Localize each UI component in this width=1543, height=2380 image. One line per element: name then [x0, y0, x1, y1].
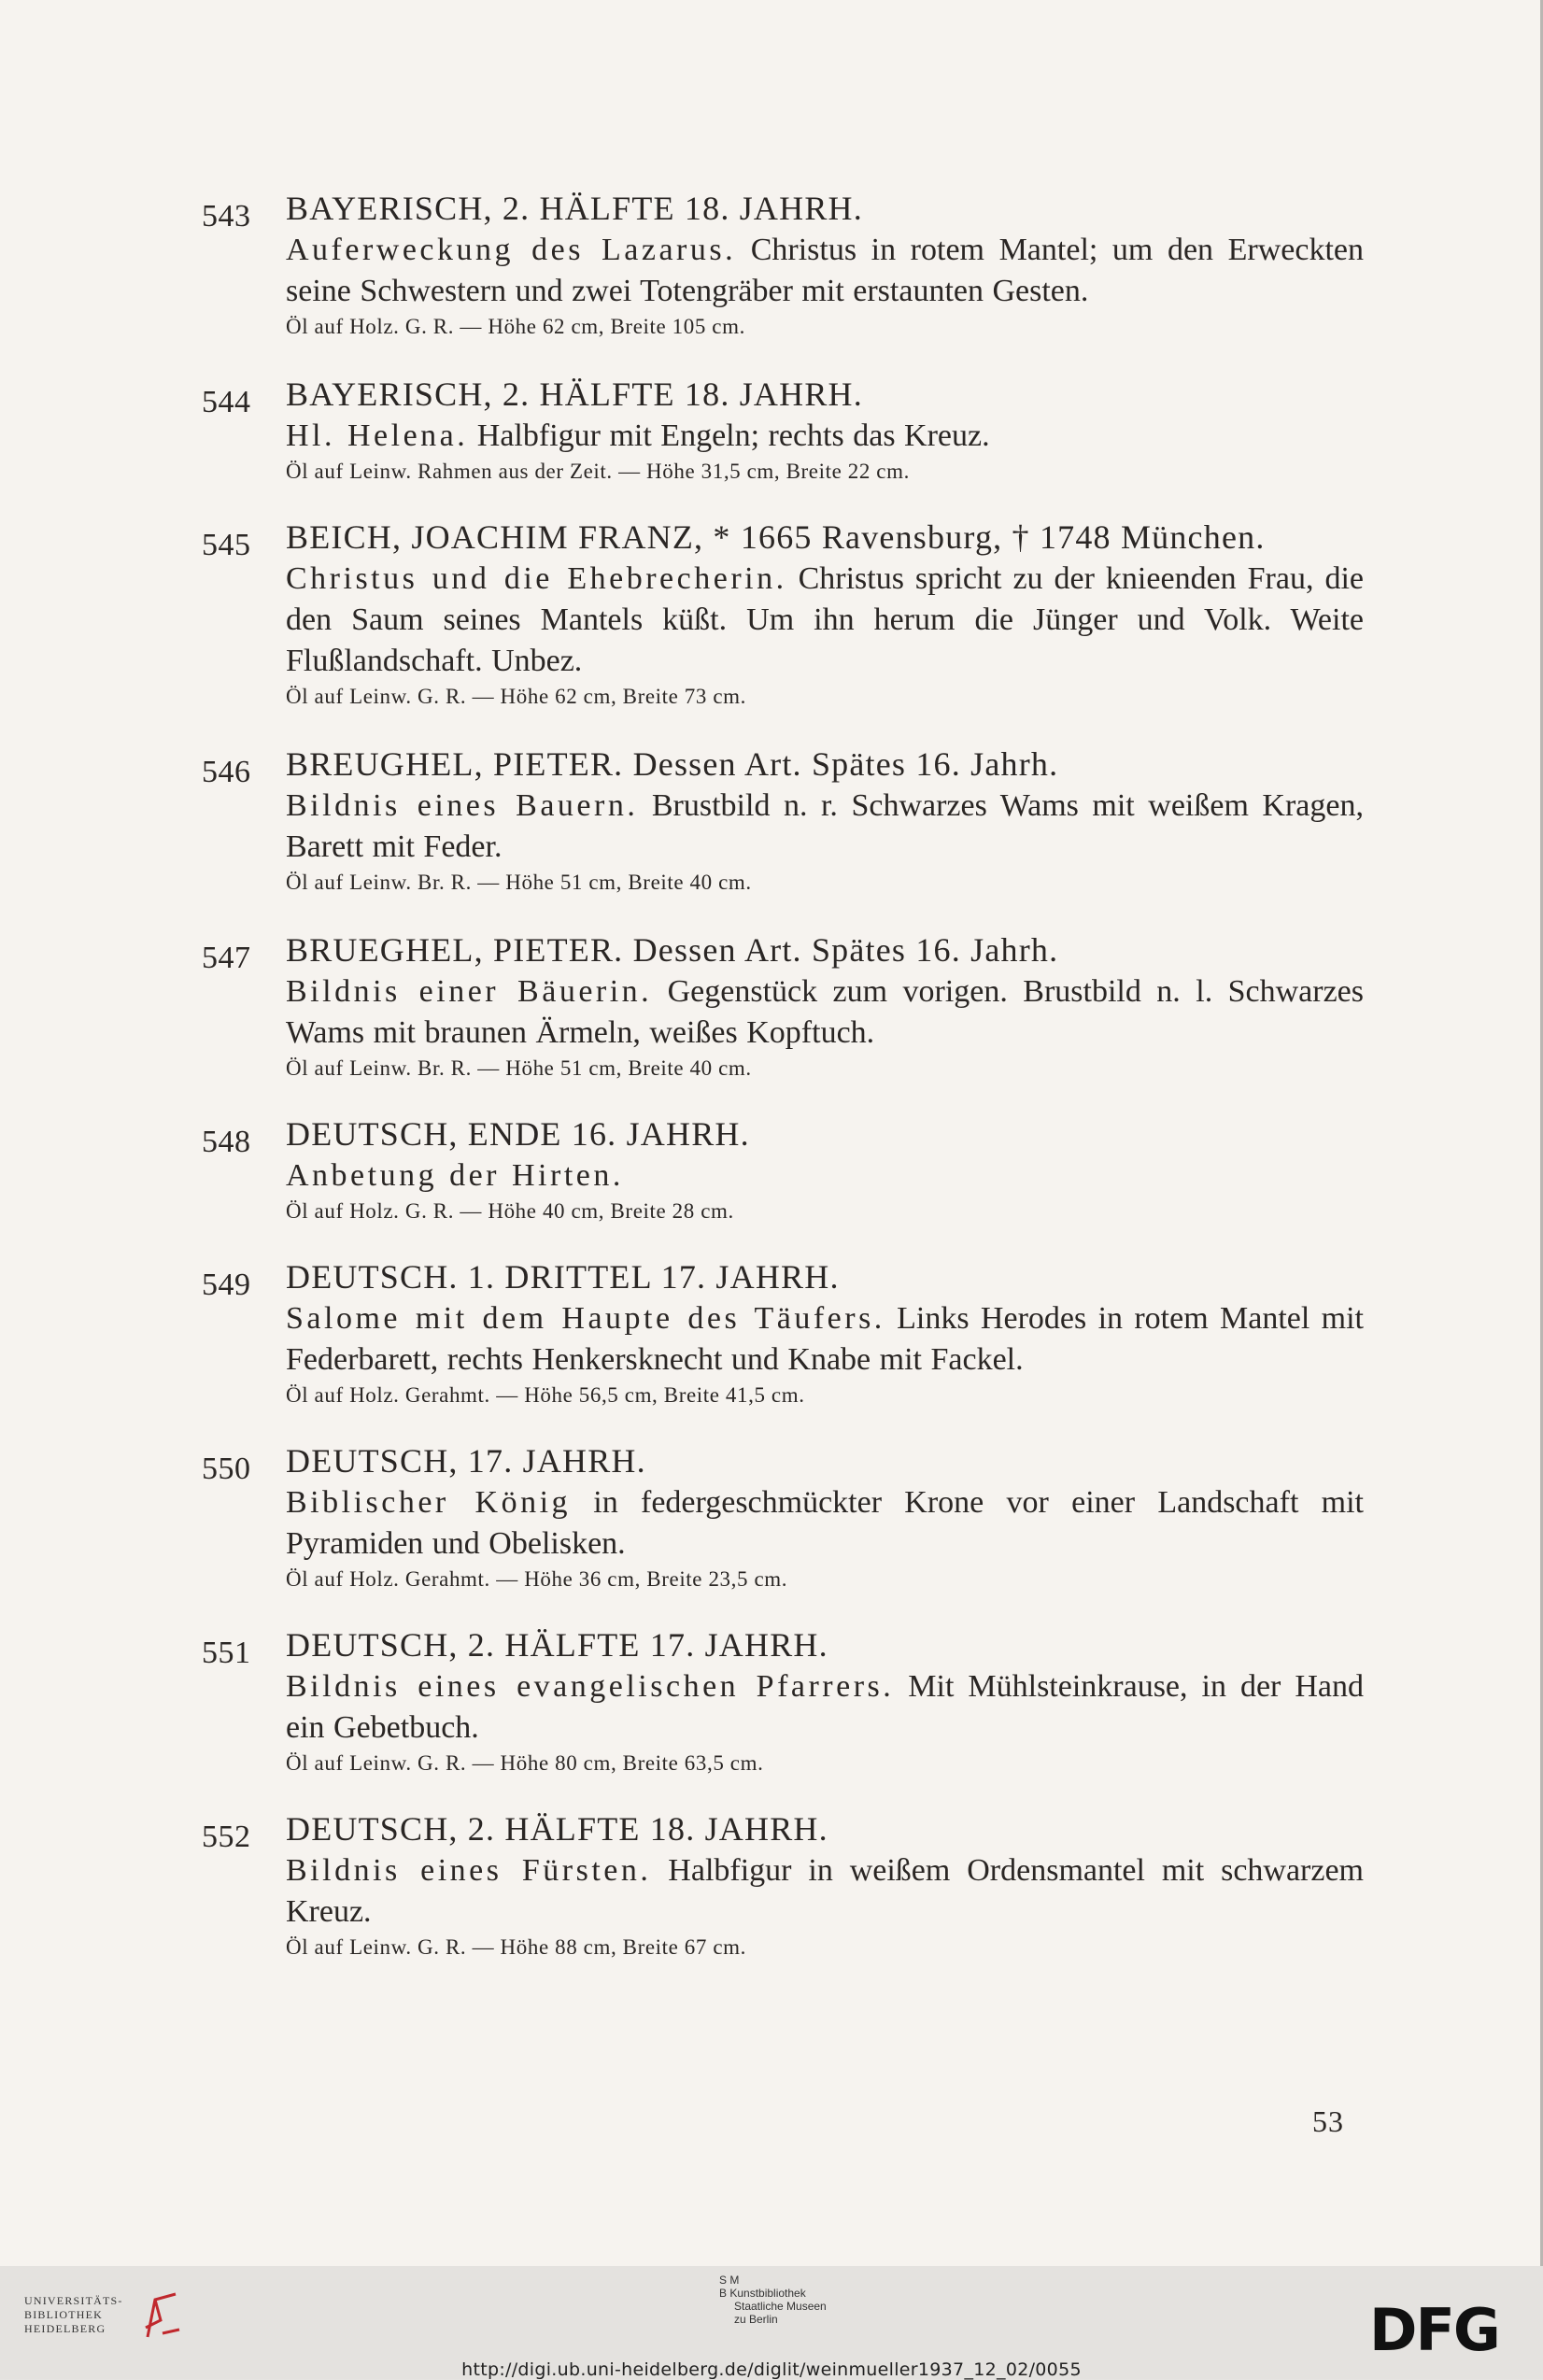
entry-title: Bildnis eines Fürsten. [286, 1853, 652, 1888]
entry-title: Auferweckung des Lazarus. [286, 233, 737, 267]
library-name-line: HEIDELBERG [24, 2322, 106, 2335]
entry-title: Bildnis einer Bäuerin. [286, 974, 653, 1009]
entry-heading: DEUTSCH, 2. HÄLFTE 18. JAHRH. [286, 1810, 828, 1848]
page-url[interactable]: http://digi.ub.uni-heidelberg.de/diglit/weinmueller1937_12_02/0055 [461, 2359, 1082, 2380]
lot-number: 546 [202, 755, 251, 789]
entry-title: Christus und die Ehebrecherin. [286, 561, 787, 596]
entry-heading: DEUTSCH, ENDE 16. JAHRH. [286, 1115, 750, 1153]
catalog-entry [204, 516, 1364, 711]
entry-text: Halbfigur mit Engeln; rechts das Kreuz. [468, 418, 990, 453]
entry-heading: BEICH, JOACHIM FRANZ, * 1665 Ravensburg, † 1748 München. [286, 518, 1266, 556]
stamp-line: Staatliche Museen [734, 2300, 827, 2313]
entry-title: Biblischer König [286, 1485, 572, 1520]
catalog-entry [204, 1439, 1364, 1594]
entry-heading: BAYERISCH, 2. HÄLFTE 18. JAHRH. [286, 375, 863, 413]
lot-number: 549 [202, 1268, 251, 1302]
catalog-entry [204, 1255, 1364, 1410]
entry-description [286, 971, 1364, 1054]
library-name-line: BIBLIOTHEK [24, 2308, 103, 2321]
catalog-entry [204, 1623, 1364, 1778]
entry-heading: BRUEGHEL, PIETER. Dessen Art. Spätes 16. Jahrh. [286, 931, 1059, 969]
entry-medium-dimensions: Öl auf Leinw. G. R. — Höhe 62 cm, Breite 73 cm. [286, 685, 746, 708]
entry-heading: DEUTSCH, 17. JAHRH. [286, 1442, 646, 1480]
lot-number: 552 [202, 1820, 251, 1854]
entry-medium-dimensions: Öl auf Leinw. G. R. — Höhe 80 cm, Breite 63,5 cm. [286, 1751, 764, 1775]
entry-heading: DEUTSCH. 1. DRITTEL 17. JAHRH. [286, 1258, 840, 1296]
entry-description [286, 1482, 1364, 1565]
entry-medium-dimensions: Öl auf Holz. G. R. — Höhe 62 cm, Breite 105 cm. [286, 315, 745, 338]
entry-text: Gegenstück zum vorigen. Brustbild n. l. Schwarzes Wams mit braunen Ärmeln, weißes Kopftuch. [286, 974, 1364, 1050]
library-name-line: UNIVERSITÄTS- [24, 2294, 123, 2307]
entry-title: Anbetung der Hirten. [286, 1158, 624, 1193]
viewer-footer [0, 2266, 1543, 2379]
entry-medium-dimensions: Öl auf Holz. Gerahmt. — Höhe 56,5 cm, Breite 41,5 cm. [286, 1383, 805, 1407]
entry-heading: BREUGHEL, PIETER. Dessen Art. Spätes 16. Jahrh. [286, 745, 1059, 783]
catalog-entry [204, 187, 1364, 341]
entry-title: Salome mit dem Haupte des Täufers. [286, 1301, 885, 1336]
catalog-entry [204, 1807, 1364, 1962]
heidelberg-mark-icon [138, 2292, 183, 2343]
dfg-logo[interactable]: DFG [1369, 2296, 1499, 2364]
catalog-entry [204, 1112, 1364, 1225]
entry-title: Hl. Helena. [286, 418, 469, 453]
lot-number: 550 [202, 1452, 251, 1486]
museum-stamp [719, 2274, 850, 2326]
entry-text: Mit Mühlsteinkrause, in der Hand ein Gebetbuch. [286, 1669, 1364, 1745]
stamp-line: B Kunstbibliothek [719, 2287, 806, 2300]
entry-heading: DEUTSCH, 2. HÄLFTE 17. JAHRH. [286, 1626, 828, 1664]
entry-text: Christus spricht zu der knieenden Frau, die den Saum seines Mantels küßt. Um ihn herum die Jünger und Volk. Weite Flußlandschaft. Unbez. [286, 561, 1364, 678]
lot-number: 543 [202, 199, 251, 234]
entry-medium-dimensions: Öl auf Leinw. G. R. — Höhe 88 cm, Breite 67 cm. [286, 1935, 746, 1959]
lot-number: 547 [202, 941, 251, 975]
page-number: 53 [1312, 2104, 1344, 2138]
entry-heading: BAYERISCH, 2. HÄLFTE 18. JAHRH. [286, 190, 863, 227]
entry-medium-dimensions: Öl auf Leinw. Rahmen aus der Zeit. — Höhe 31,5 cm, Breite 22 cm. [286, 460, 910, 483]
entry-text: Halbfigur in weißem Ordensmantel mit schwarzem Kreuz. [286, 1853, 1365, 1929]
university-library-logo[interactable] [24, 2294, 192, 2341]
entry-text: in federgeschmückter Krone vor einer Landschaft mit Pyramiden und Obelisken. [286, 1485, 1364, 1561]
catalog-entries [204, 187, 1364, 1962]
lot-number: 544 [202, 385, 251, 419]
lot-number: 545 [202, 528, 251, 562]
catalog-entry [204, 743, 1364, 897]
entry-text: Links Herodes in rotem Mantel mit Federbarett, rechts Henkersknecht und Knabe mit Fackel. [286, 1301, 1364, 1377]
entry-description [286, 786, 1364, 868]
entry-medium-dimensions: Öl auf Holz. G. R. — Höhe 40 cm, Breite 28 cm. [286, 1199, 734, 1223]
university-library-name [24, 2294, 123, 2336]
catalog-entry [204, 928, 1364, 1083]
entry-description [286, 1850, 1364, 1933]
lot-number: 548 [202, 1125, 251, 1159]
entry-title: Bildnis eines evangelischen Pfarrers. [286, 1669, 895, 1704]
entry-description [286, 230, 1364, 312]
entry-medium-dimensions: Öl auf Leinw. Br. R. — Höhe 51 cm, Breite 40 cm. [286, 871, 752, 894]
entry-description [286, 1155, 1364, 1197]
catalog-entry [204, 373, 1364, 486]
stamp-line: zu Berlin [734, 2313, 778, 2326]
entry-description [286, 1298, 1364, 1381]
entry-description [286, 559, 1364, 682]
entry-text: Brustbild n. r. Schwarzes Wams mit weißem Kragen, Barett mit Feder. [286, 788, 1364, 864]
entry-medium-dimensions: Öl auf Holz. Gerahmt. — Höhe 36 cm, Breite 23,5 cm. [286, 1567, 788, 1591]
entry-text: Christus in rotem Mantel; um den Erweckten seine Schwestern und zwei Totengräber mit erstaunten Gesten. [286, 233, 1364, 308]
entry-medium-dimensions: Öl auf Leinw. Br. R. — Höhe 51 cm, Breite 40 cm. [286, 1056, 752, 1080]
lot-number: 551 [202, 1636, 251, 1670]
entry-description [286, 416, 1364, 457]
stamp-line: S M [719, 2274, 740, 2287]
entry-description [286, 1666, 1364, 1749]
entry-title: Bildnis eines Bauern. [286, 788, 639, 823]
